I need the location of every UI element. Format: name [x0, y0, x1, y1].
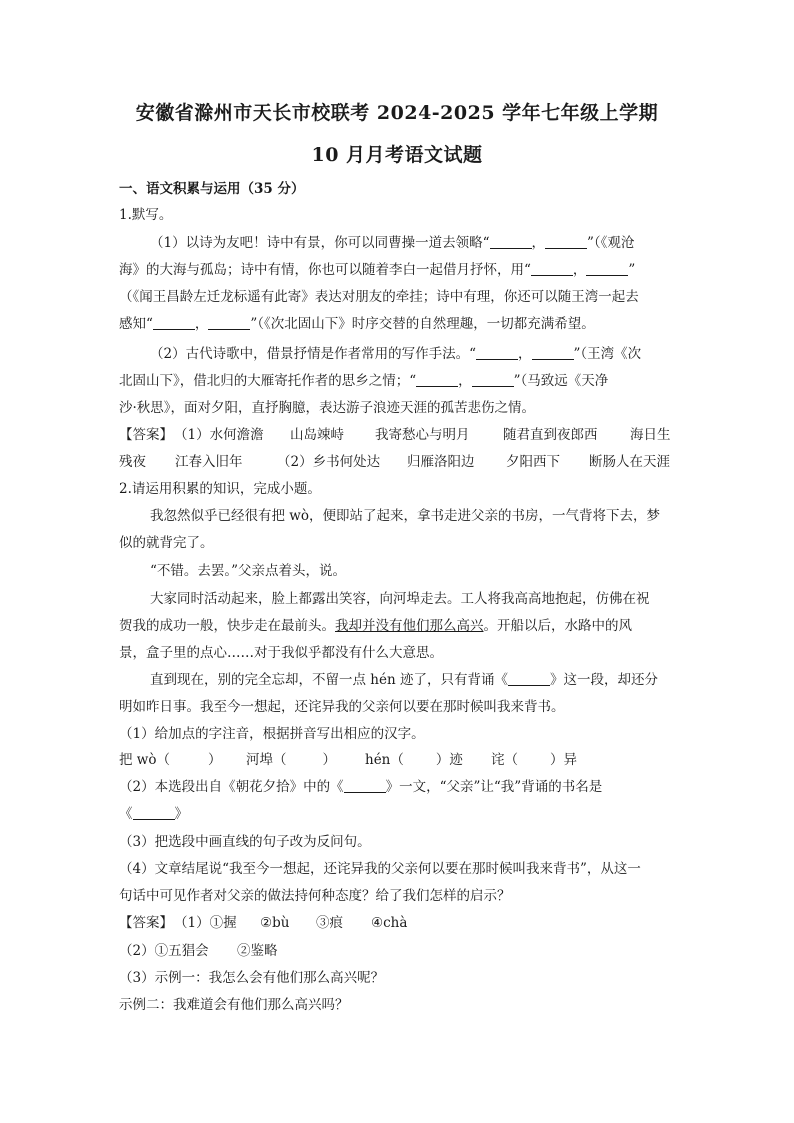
answer-blank — [476, 346, 518, 361]
q2-answer-item: （1）①握 — [174, 915, 237, 931]
q1-p2-line1: （2）古代诗歌中，借景抒情是作者常用的写作手法。“ ， ”（王湾《次 — [150, 346, 642, 362]
q1-answer-item: （2）乡书何处达 — [277, 454, 381, 470]
q2-answer-label: 【答案】 — [119, 915, 173, 931]
q1-answer-item: 归雁洛阳边 — [407, 454, 475, 470]
q2-sub2-line1: （2）本选段出自《朝花夕拾》中的《 》一文，“父亲”让“我”背诵的书名是 — [119, 779, 603, 795]
answer-blank — [532, 346, 574, 361]
q2-passage3-line3: 景，盒子里的点心……对于我似乎都没有什么大意思。 — [119, 645, 443, 661]
q1-p2-line3: 沙·秋思》，面对夕阳，直抒胸臆，表达游子浪迹天涯的孤苦悲伤之情。 — [119, 400, 536, 416]
answer-blank — [344, 779, 386, 794]
answer-blank — [531, 262, 573, 277]
q1-p2-line2: 北固山下》，借北归的大雁寄托作者的思乡之情；“ ， ”（马致远《天净 — [119, 373, 609, 389]
q1-p1-line4: 感知“ ， ”（《次北固山下》时序交替的自然理趣，一切都充满希望。 — [119, 316, 595, 332]
q1-p1-line3: （《闻王昌龄左迁龙标遥有此寄》表达对朋友的牵挂；诗中有理，你还可以随王湾一起去 — [119, 289, 639, 305]
q2-passage4-line1: 直到现在，别的完全忘却，不留一点 hén 迹了，只有背诵《 》这一段，却还分 — [150, 672, 658, 688]
q2-sub4-line1: （4）文章结尾说“我至今一想起，还诧异我的父亲何以要在那时候叫我来背书”，从这一 — [119, 861, 641, 877]
answer-blank — [545, 235, 587, 250]
answer-blank — [153, 316, 195, 331]
q1-answer-item: （1）水何澹澹 — [174, 427, 264, 443]
answer-blank — [416, 373, 458, 388]
q1-answer-item: 我寄愁心与明月 — [375, 427, 470, 443]
question-1-label: 1.默写。 — [119, 207, 173, 223]
q2-passage1-line2: 似的就背完了。 — [119, 535, 214, 551]
page-subtitle: 10 月月考语文试题 — [311, 144, 483, 166]
underlined-sentence: 我却并没有他们那么高兴 — [335, 618, 484, 634]
q1-answer-item: 山岛竦峙 — [290, 427, 344, 443]
q2-answer-3: （3）示例一：我怎么会有他们那么高兴呢？ — [119, 970, 385, 986]
answer-blank — [508, 672, 550, 687]
question-2-label: 2.请运用积累的知识，完成小题。 — [119, 481, 321, 497]
answer-blank — [586, 262, 628, 277]
page-title: 安徽省滁州市天长市校联考 2024-2025 学年七年级上学期 — [135, 102, 659, 124]
q1-answer-label: 【答案】 — [119, 427, 173, 443]
q2-sub1-item: hén（ ）迹 — [365, 752, 463, 768]
q2-passage1-line1: 我忽然似乎已经很有把 wò，便即站了起来，拿书走进父亲的书房，一气背将下去，梦 — [150, 508, 660, 524]
q1-answer-item: 夕阳西下 — [506, 454, 560, 470]
q2-passage3-line2: 贺我的成功一般，快步走在最前头。我却并没有他们那么高兴。开船以后，水路中的风 — [119, 618, 632, 634]
answer-blank — [472, 373, 514, 388]
section-heading: 一、语文积累与运用（35 分） — [119, 181, 305, 197]
q2-answer-item: ②鉴略 — [237, 943, 278, 959]
q2-passage3-line1: 大家同时活动起来，脸上都露出笑容，向河埠走去。工人将我高高地抱起，仿佛在祝 — [150, 591, 650, 607]
q2-answer-item: ④chà — [371, 915, 408, 931]
q1-answer-item: 江春入旧年 — [175, 454, 243, 470]
q2-sub1-item: 河埠（ ） — [246, 752, 336, 768]
answer-blank — [208, 316, 250, 331]
q1-answer-item: 残夜 — [119, 454, 146, 470]
q2-passage4-line2: 明如昨日事。我至今一想起，还诧异我的父亲何以要在那时候叫我来背书。 — [119, 699, 565, 715]
q2-sub2-line2: 《 》 — [119, 806, 188, 822]
q1-p1-line2: 海》的大海与孤岛；诗中有情，你也可以随着李白一起借月抒怀，用“ ， ” — [119, 262, 636, 278]
q2-answer-item: （2）①五猖会 — [119, 943, 209, 959]
q1-p1-line1: （1）以诗为友吧！诗中有景，你可以同曹操一道去领略“ ， ”（《观沧 — [150, 235, 635, 251]
q1-answer-item: 断肠人在天涯 — [589, 454, 670, 470]
answer-blank — [490, 235, 532, 250]
q2-sub3: （3）把选段中画直线的句子改为反问句。 — [119, 834, 371, 850]
q2-answer-item: ③痕 — [316, 915, 343, 931]
q1-answer-item: 海日生 — [630, 427, 671, 443]
q2-answer-item: ②bù — [260, 915, 290, 931]
q2-sub1-item: 把 wò（ ） — [119, 752, 222, 768]
q1-answer-item: 随君直到夜郎西 — [503, 427, 598, 443]
q2-answer-3b: 示例二：我难道会有他们那么高兴吗？ — [119, 997, 349, 1013]
q2-sub1-item: 诧（ ）异 — [491, 752, 577, 768]
q2-sub4-line2: 句话中可见作者对父亲的做法持何种态度？给了我们怎样的启示？ — [119, 888, 511, 904]
q2-passage2: “不错。去罢。”父亲点着头，说。 — [150, 563, 347, 579]
q2-sub1: （1）给加点的字注音，根据拼音写出相应的汉字。 — [119, 726, 425, 742]
answer-blank — [133, 806, 175, 821]
